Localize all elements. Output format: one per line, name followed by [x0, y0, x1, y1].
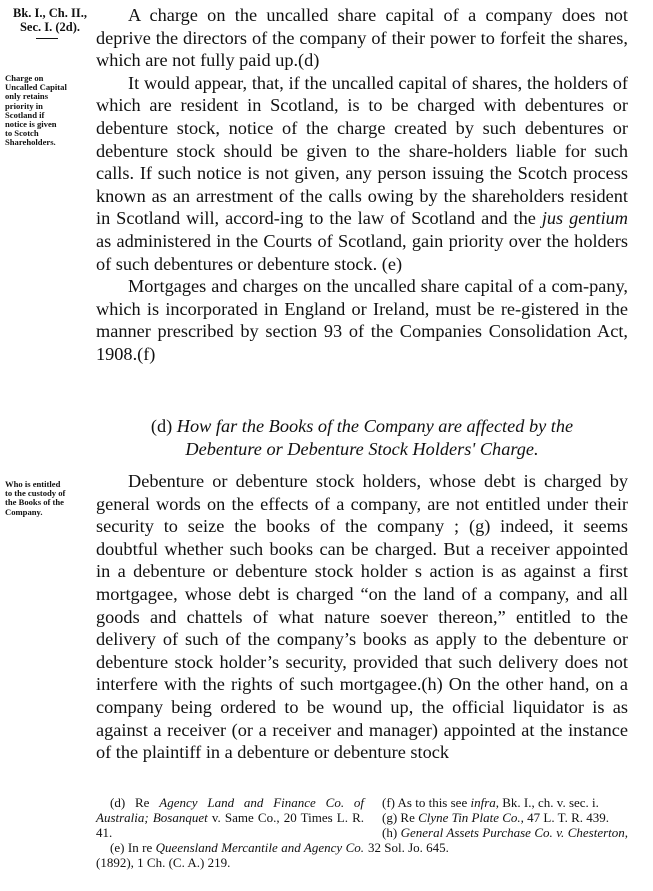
- paragraph-scotland-notice: [96, 72, 628, 275]
- margin-note-custody-of-books: [5, 480, 97, 517]
- section-heading-title-1: How far the Books of the Company are affected by the: [176, 416, 574, 436]
- footnote-e: [96, 840, 364, 870]
- footnote-e-case: Queensland Mercantile and Agency Co.: [155, 840, 365, 855]
- chapter-reference: [6, 6, 94, 39]
- footnote-d-case: Agency Land and Finance Co. of Australia; Bosanquet: [96, 795, 365, 825]
- margin-note-line: Charge on: [5, 73, 44, 83]
- margin-note-line: Shareholders.: [5, 137, 56, 148]
- margin-note-line: to Scotch: [5, 128, 39, 139]
- footnote-e-rest: (1892), 1 Ch. (C. A.) 219.: [96, 855, 231, 870]
- chapter-reference-line1: Bk. I., Ch. II.,: [13, 6, 87, 20]
- footnote-e-ref: (e) In re: [110, 840, 153, 855]
- section-heading-line1: [96, 415, 628, 438]
- jus-gentium-term: jus gentium: [541, 208, 629, 229]
- chapter-reference-line2: Sec. I. (2d).: [19, 20, 81, 34]
- margin-note-line: only retains: [5, 91, 49, 102]
- footnote-f-italic: infra,: [470, 795, 500, 810]
- margin-note-line: Uncalled Capital: [5, 82, 67, 93]
- margin-note-line: notice is given: [5, 119, 57, 130]
- margin-note-line: Scotland if: [5, 109, 45, 120]
- footnote-h-ref: (h): [382, 825, 398, 840]
- footnote-f-text: (f) As to this see: [382, 795, 468, 810]
- footnote-h-rest: 32 Sol. Jo. 645.: [368, 840, 449, 855]
- footnote-g-case: Clyne Tin Plate Co.,: [418, 810, 524, 825]
- footnote-h-case: General Assets Purchase Co. v. Chesterton,: [400, 825, 629, 840]
- main-text-lower: [96, 470, 628, 764]
- footnote-d-ref: (d) Re: [110, 795, 150, 810]
- paragraph-books-custody: Debenture or debenture stock holders, whose debt is charged by general words on the effects of a company, are not entitled under their security to seize the books of the company ; (g) indeed, it seems doubtful whether such books can be charged. But a receiver appointed in a debenture or debenture stock holder s action is as against a first mortgagee, whose debt is charged “on the land of a company, and all goods and chattels of what nature soever thereon,” entitled to the delivery of such of the company’s books as apply to the debenture or debenture stock holder’s security, provided that such delivery does not interfere with the rights of such mortgagee.(h) On the other hand, on a company being ordered to be wound up, the official liquidator is as against a receiver (or a receiver and manager) appointed at the instance of the plaintiff in a debenture or debenture stock: [96, 471, 628, 763]
- section-heading-prefix: (d): [150, 416, 173, 436]
- main-text-upper: [96, 4, 628, 366]
- footnote-g: [368, 810, 628, 825]
- footnotes-left-column: [96, 795, 364, 870]
- section-heading: [96, 415, 628, 460]
- margin-note-line: priority in: [5, 100, 43, 111]
- margin-note-line: to the custody of: [5, 488, 66, 499]
- section-heading-title-2: Debenture or Debenture Stock Holders' Charge.: [185, 438, 539, 459]
- footnote-g-ref: (g) Re: [382, 810, 415, 825]
- footnote-d: [96, 795, 364, 840]
- header-rule: [36, 38, 58, 39]
- footnote-f-rest: Bk. I., ch. v. sec. i.: [502, 795, 599, 810]
- footnote-d-rest: v. Same Co., 20 Times L. R. 41.: [96, 810, 365, 840]
- paragraph-scotland-notice-text: It would appear, that, if the uncalled capital of shares, the holders of which are resident in Scotland, is to be charged with debentures or debenture stock, notice of the charge created by such debentures or debenture stock should be given to the share-holders liable for such calls. If such notice is not given, any person issuing the Scotch process known as an arrestment of the calls owing by the shareholders resident in Scotland will, accord-ing to the law of Scotland and the: [96, 72, 628, 229]
- footnotes-right-column: [368, 795, 628, 855]
- footnote-g-rest: 47 L. T. R. 439.: [527, 810, 610, 825]
- footnote-h: [368, 825, 628, 855]
- paragraph-scotland-notice-end: as administered in the Courts of Scotland, gain priority over the holders of such debentures or debenture stock. (e): [96, 230, 628, 274]
- margin-note-line: Company.: [5, 506, 43, 517]
- paragraph-forfeit-shares: A charge on the uncalled share capital of a company does not deprive the directors of the company of their power to forfeit the shares, which are not fully paid up.(d): [96, 5, 628, 71]
- footnote-f: [368, 795, 628, 810]
- margin-note-uncalled-capital: [5, 74, 97, 148]
- margin-note-line: the Books of the: [5, 497, 64, 508]
- paragraph-registration: Mortgages and charges on the uncalled share capital of a com-pany, which is incorporated in England or Ireland, must be re-gistered in the manner prescribed by section 93 of the Companies Consolidation Act, 1908.(f): [96, 276, 628, 364]
- margin-note-line: Who is entitled: [5, 479, 61, 489]
